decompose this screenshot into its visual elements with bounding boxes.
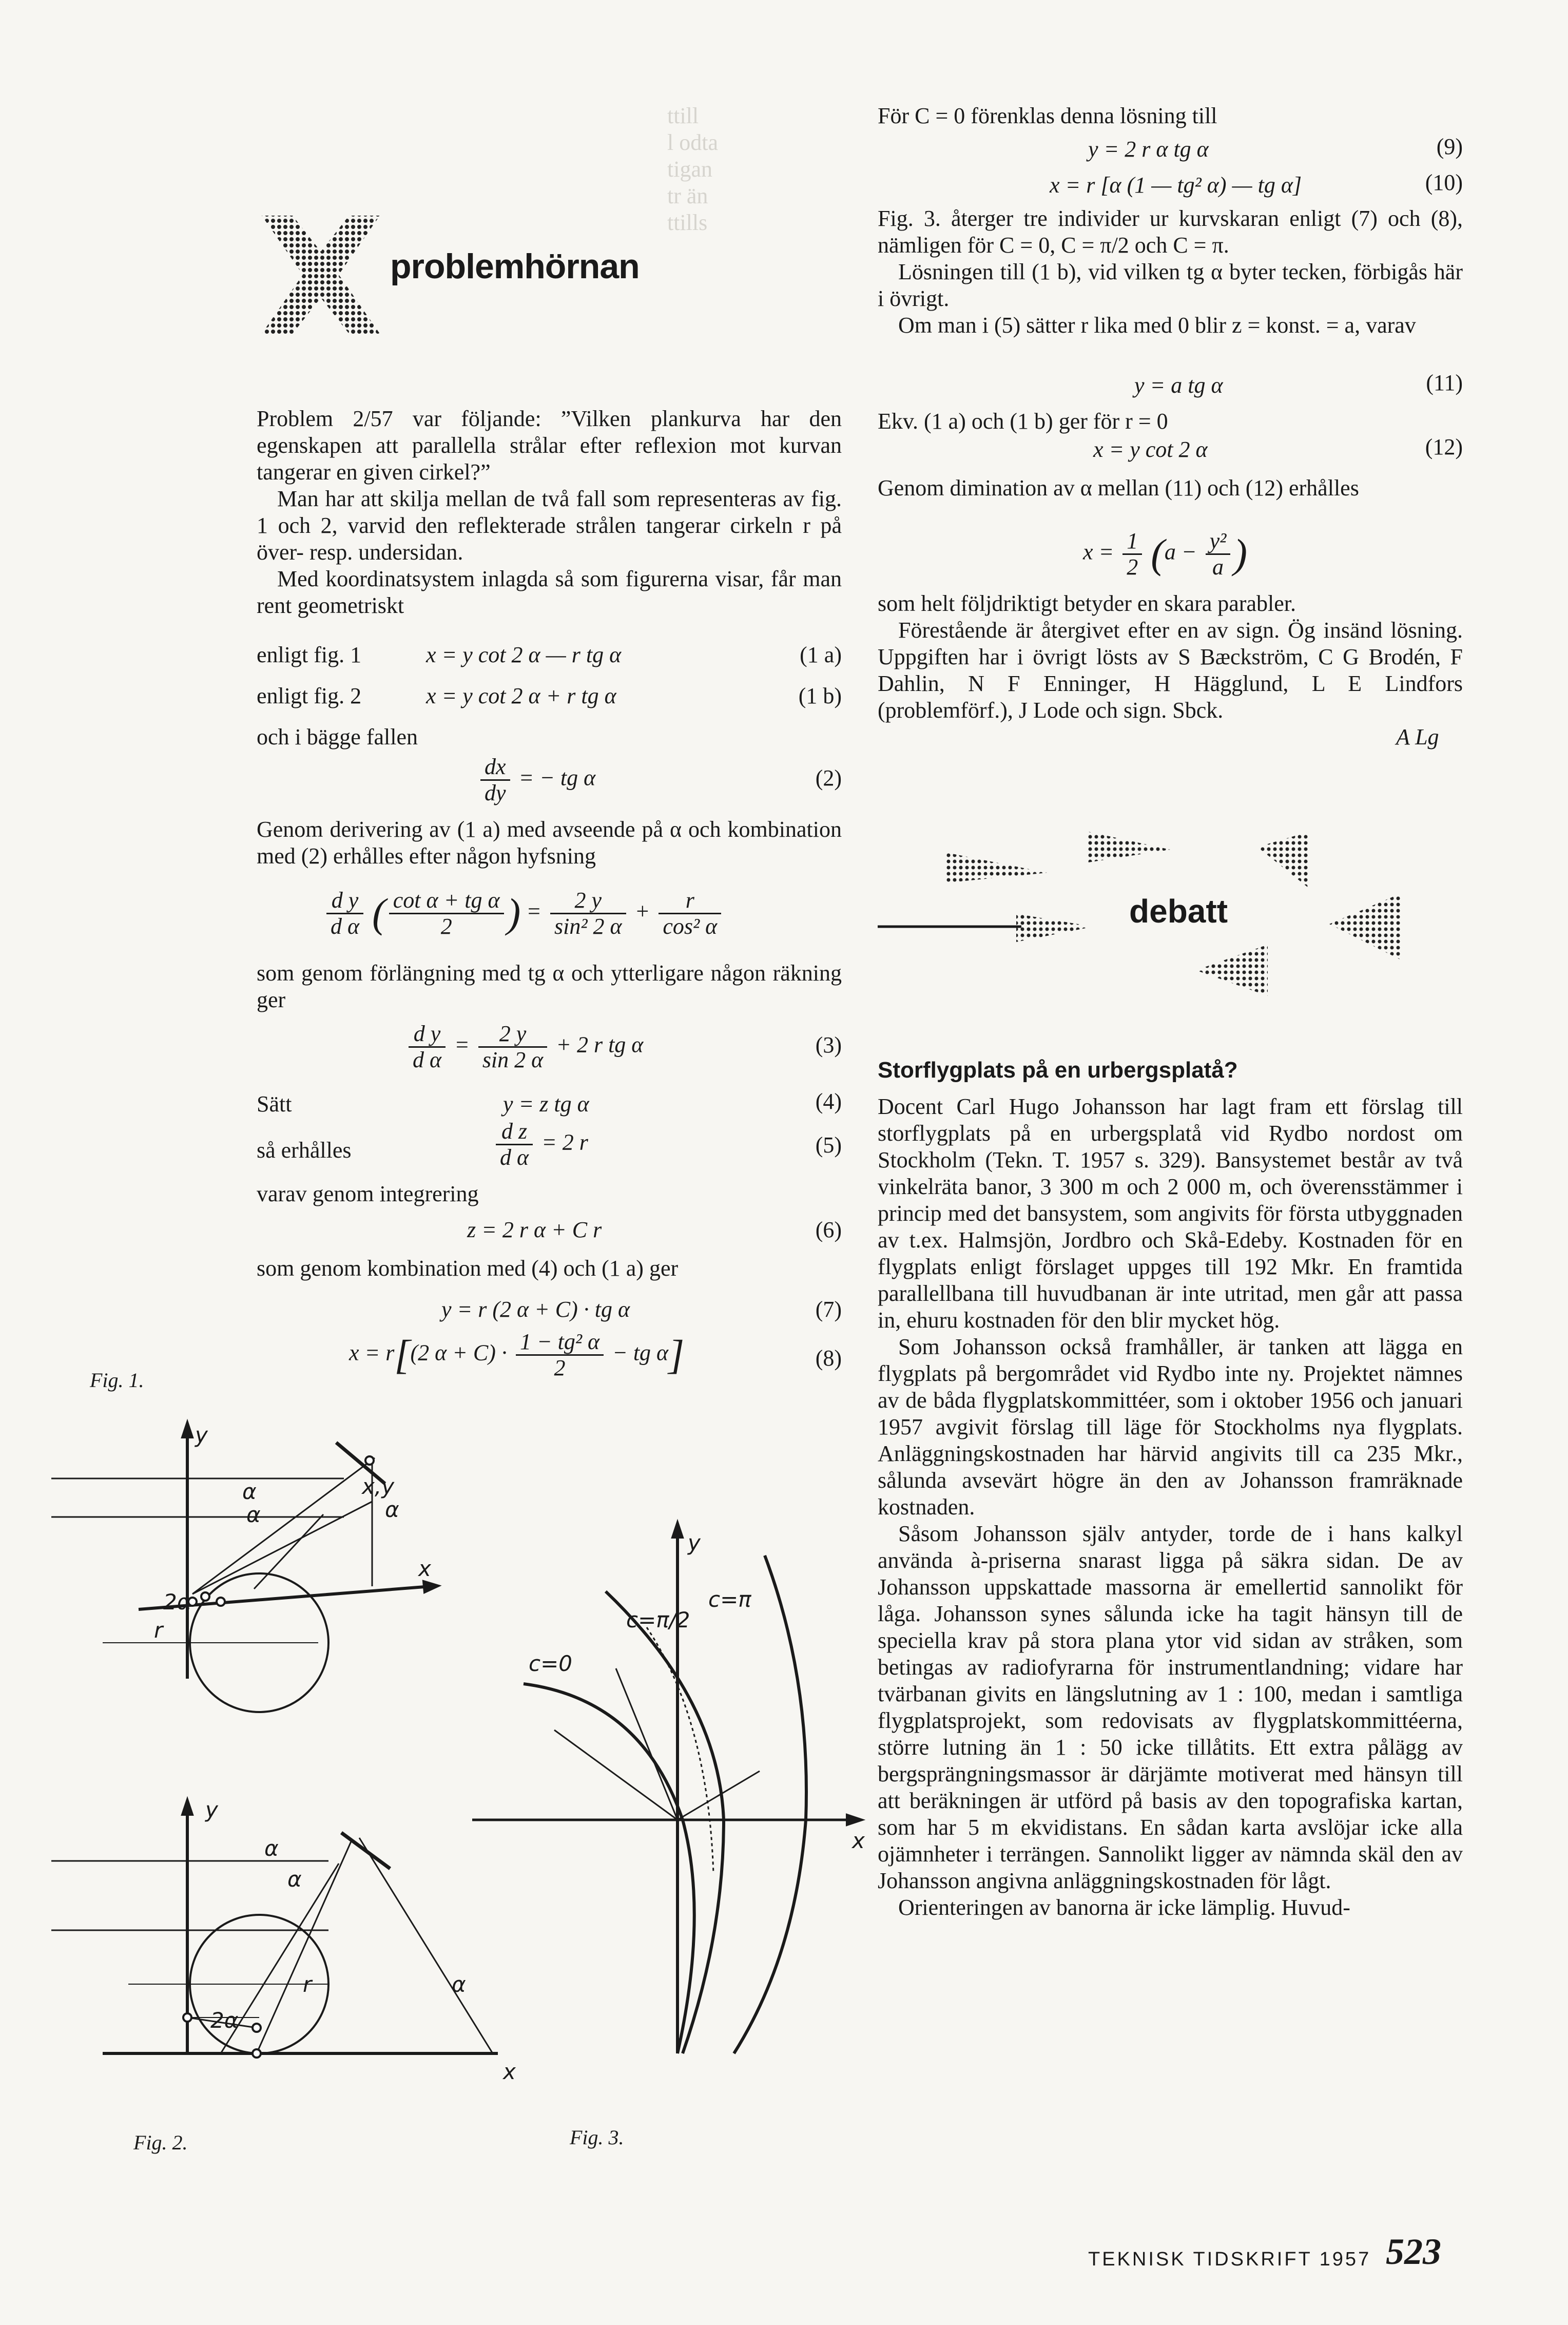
equation-number: (1 b) (798, 683, 842, 708)
paragraph: Genom derivering av (1 a) med avseende på α och kombination med (2) erhålles efter någon hyfsning (257, 817, 842, 869)
equation-number: (7) (815, 1297, 842, 1322)
equation: z = 2 r α + C r (467, 1217, 602, 1242)
fig2-alpha-label: α (264, 1836, 279, 1861)
section-title: debatt (1129, 893, 1228, 930)
equation: $\frac{\text{d z}}{\text{d α}}$ = 2 r (493, 1119, 588, 1170)
left-column-cont (257, 816, 842, 870)
equation: x = y cot 2 α + r tg α (426, 683, 616, 708)
article-headline: Storflygplats på en urbergsplatå? (878, 1058, 1238, 1083)
signature: A Lg (1396, 724, 1439, 750)
right-column-cont (878, 475, 1463, 502)
equation: x = y cot 2 α (1093, 437, 1208, 462)
fig2-y-label: y (205, 1797, 218, 1822)
fig1-alpha-label: α (246, 1502, 261, 1527)
paragraph: Docent Carl Hugo Johansson har lagt fram ett förslag till storflygplats på en urbergsplatå vid Rydbo nordost om Stockholm (Tekn. T. 1957 s. 329). Bansystemet består av två vinkelräta banor, 3 300 m och 2 000 m, och överensstämmer i princip med det bansystem, som angivits för första utbyggnaden av t.ex. Halmsjön, Jordbro och Skå-Edeby. Kostnaden för en flygplats enligt förslaget uppges till 192 Mkr. En framtida parallellbana till huvudbanan är inte utritad, men går att passa in, ehuru kostnaden för den blir mycket hög. (878, 1094, 1463, 1333)
equation: $\frac{\text{d y}}{\text{d α}}$ ( $\frac{\text{cot α + tg α}}{2}$ ) = $\frac{2 y}{\text{sin² 2 α}}$ + $\frac{r}{\text{cos² α}}$ (323, 888, 724, 939)
paragraph: Förestående är återgivet efter en av sign. Ög insänd lösning. Uppgiften har i övrigt lösts av S Bæckström, C G Brodén, F Dahlin, N F Enninger, H Hägglund, L E Lindfors (problemförf.), J Lode och sign. Sbck. (878, 618, 1463, 723)
fig1-alpha-label: α (385, 1497, 399, 1522)
equation-number: (6) (815, 1217, 842, 1242)
right-column-cont (878, 590, 1463, 724)
equation: y = r (2 α + C) · tg α (441, 1297, 630, 1322)
fig2-x-label: x (503, 2059, 516, 2084)
figure-3 (472, 1522, 862, 2053)
fig1-x-label: x (418, 1556, 431, 1581)
equation-number: (11) (1426, 370, 1463, 395)
fig2-r-label: r (303, 1972, 312, 1997)
equation: x = y cot 2 α — r tg α (426, 642, 622, 667)
equation: y = 2 r α tg α (1088, 137, 1209, 162)
fig2-two-alpha-label: 2α (210, 2008, 239, 2033)
figure-caption: Fig. 2. (133, 2131, 188, 2154)
fig3-y-label: y (688, 1530, 701, 1555)
figure-caption: Fig. 3. (570, 2126, 624, 2149)
equation-label: enligt fig. 2 (257, 683, 362, 708)
bleed-through-text: ttill l odta tigan tr än ttills (667, 103, 718, 235)
fig1-two-alpha-label: 2α (163, 1589, 191, 1615)
paragraph: Man har att skilja mellan de två fall som representeras av fig. 1 och 2, varvid den reflekterade strålen tangerar cirkeln r på över- resp. undersidan. (257, 486, 842, 565)
equation: $\frac{dx}{dy}$ = − tg α (477, 755, 595, 805)
paragraph: Som Johansson också framhåller, är tanken att lägga en flygplats på bergområdet vid Rydbo inte ny. Projektet nämnes av de båda flygplatskommittéer, som i oktober 1956 och januari 1957 avgivit förslag till läge för Stockholms nya flygplats. Anläggningskostnaden har härvid angivits till ca 235 Mkr., sålunda avsevärt högre än den av Johansson framräknade kostnaden. (878, 1334, 1463, 1520)
left-column-cont (257, 960, 842, 1013)
fig3-x-label: x (852, 1828, 865, 1853)
equation: x = r [α (1 — tg² α) — tg α] (1050, 172, 1302, 198)
equation-label: enligt fig. 1 (257, 642, 362, 667)
fig1-r-label: r (154, 1618, 163, 1643)
equation-number: (10) (1425, 170, 1463, 195)
paragraph: Genom dimination av α mellan (11) och (12) erhålles (878, 475, 1359, 501)
right-column-cont (878, 205, 1463, 339)
equation-label: Sätt (257, 1091, 292, 1117)
equation: $\frac{\text{d y}}{\text{d α}}$ = $\frac{2 y}{\sin 2 \alpha}$ + 2 r tg α (405, 1022, 643, 1072)
paragraph: Såsom Johansson själv antyder, torde de i hans kalkyl använda à-priserna snarast ligga på säkra sidan. De av Johansson uppskattade massorna är emellertid sannolikt för låga. Johansson synes sålunda icke ha tagit hänsyn till de speciella krav på stora plana ytor vid sidan av stråken, som betingas av radiofyrarna för instrumentlandning; vidare har tvärbanan givits en längslutning av 1 : 100, medan i samtliga flygplatsprojekt, som redovisats av flygplatskommittéerna, större lutning än 1 : 50 icke tillåtits. Ett extra pålägg av bergsprängningsmassor är därjämte motiverat med hänsyn till att beräkningen är utförd på basis av den topografiska kartan, som har 5 m ekvidistans. En sådan karta avslöjar icke alla ojämnheter i terrängen. Sannolikt ligger av nämnda skäl den av Johansson angivna anläggningskostnaden för lågt. (878, 1521, 1463, 1893)
equation: x = r[(2 α + C) · $\frac{\text{1 − tg² α}}{2}$ − tg α] (349, 1329, 685, 1380)
fig1-xy-label: x,y (362, 1474, 395, 1499)
equation-number: (9) (1436, 134, 1463, 159)
paragraph: Problem 2/57 var följande: ”Vilken plankurva har den egenskapen att parallella strålar efter reflexion mot kurvan tangerar en given cirkel?” (257, 406, 842, 485)
paragraph: varav genom integrering (257, 1181, 479, 1206)
equation-label: så erhålles (257, 1138, 352, 1163)
paragraph: som genom förlängning med tg α och ytterligare någon räkning ger (257, 960, 842, 1012)
fig3-c0-label: c=0 (529, 1651, 573, 1676)
paragraph: Orienteringen av banorna är icke lämplig. Huvud- (898, 1895, 1350, 1920)
equation-number: (3) (815, 1032, 842, 1058)
fig3-cpi-label: c=π (708, 1587, 751, 1612)
equation-number: (2) (815, 765, 842, 791)
fig3-cpi2-label: c=π/2 (626, 1607, 690, 1632)
equation-number: (8) (815, 1346, 842, 1371)
figure-caption: Fig. 1. (90, 1369, 144, 1392)
paragraph: Fig. 3. återger tre individer ur kurvskaran enligt (7) och (8), nämligen för C = 0, C = π/2 och C = π. (878, 206, 1463, 258)
fig1-alpha-label: α (242, 1479, 257, 1504)
page-number: 523 (1386, 2231, 1441, 2272)
paragraph: För C = 0 förenklas denna lösning till (878, 103, 1217, 128)
fig2-alpha-label: α (452, 1972, 466, 1997)
page-title: problemhörnan (390, 247, 640, 286)
paragraph: som helt följdriktigt betyder en skara parabler. (878, 591, 1296, 616)
problem-corner-logo-icon (251, 205, 390, 344)
paragraph: Om man i (5) sätter r lika med 0 blir z = konst. = a, varav (898, 313, 1416, 338)
figures-drawing (51, 1412, 873, 2130)
fig2-alpha-label: α (287, 1867, 302, 1892)
equation: x = $\frac{1}{2}$ (a − $\frac{\text{y²}}{a}$ ) (1083, 528, 1247, 580)
paragraph: Med koordinatsystem inlagda så som figurerna visar, får man rent geometriskt (257, 566, 842, 618)
equation: y = z tg α (503, 1091, 589, 1117)
equation-number: (12) (1425, 434, 1463, 459)
equation-number: (1 a) (800, 642, 842, 667)
equation: y = a tg α (1134, 373, 1223, 398)
fig1-y-label: y (195, 1423, 208, 1448)
equation-number: (5) (815, 1132, 842, 1158)
paragraph: Ekv. (1 a) och (1 b) ger för r = 0 (878, 409, 1168, 434)
equation-number: (4) (815, 1089, 842, 1114)
left-column (257, 406, 842, 619)
journal-name: TEKNISK TIDSKRIFT 1957 (1088, 2249, 1371, 2270)
figure-1 (51, 1422, 439, 1712)
paragraph: och i bägge fallen (257, 724, 418, 750)
paragraph: som genom kombination med (4) och (1 a) ger (257, 1256, 679, 1281)
paragraph: Lösningen till (1 b), vid vilken tg α byter tecken, förbigås här i övrigt. (878, 259, 1463, 311)
article-body (878, 1093, 1463, 1921)
right-column (878, 103, 1463, 129)
